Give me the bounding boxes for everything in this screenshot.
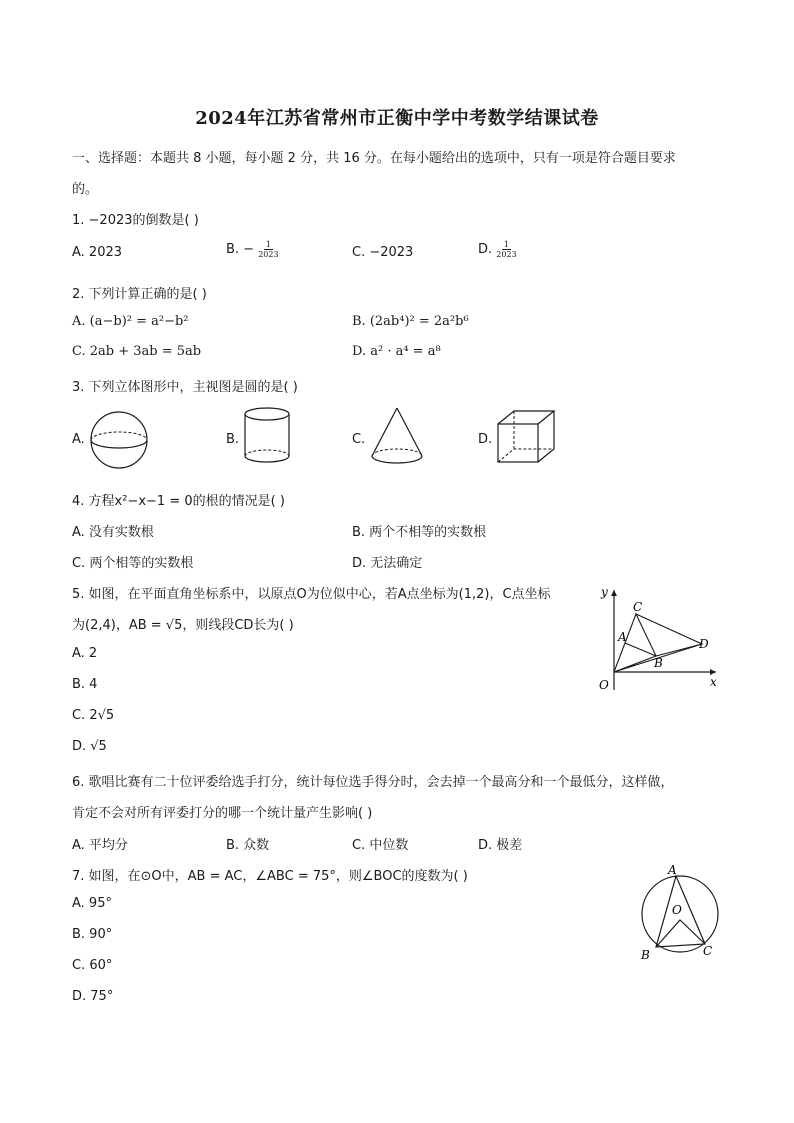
fig5-label-o: O (599, 678, 609, 692)
fig7-label-a: A (668, 863, 677, 877)
q4-option-b: B. 两个不相等的实数根 (352, 525, 487, 540)
q6-option-a: A. 平均分 (72, 838, 128, 853)
q6-option-d: D. 极差 (478, 838, 523, 853)
q2-option-d: D. a² · a⁴ = a⁸ (352, 344, 441, 359)
q5-option-a: A. 2 (72, 646, 98, 661)
section-header-line2: 的。 (72, 182, 99, 197)
q5-stem-line1: 5. 如图，在平面直角坐标系中，以原点O为位似中心，若A点坐标为(1,2)，C点坐标 (72, 587, 551, 602)
q1-option-b-numerator: 1 (265, 240, 271, 249)
q1-option-c: C. −2023 (352, 245, 414, 260)
q3-option-a: A. (72, 432, 85, 447)
cylinder-figure (240, 404, 294, 468)
q3-option-b: B. (226, 432, 240, 447)
q7-circle-figure (632, 862, 728, 964)
sphere-figure (86, 408, 152, 472)
q1-option-d-prefix: D. (478, 242, 493, 257)
q7-option-d: D. 75° (72, 989, 114, 1004)
q1-stem: 1. −2023的倒数是( ) (72, 213, 199, 228)
fig5-label-x: x (710, 675, 717, 689)
q5-option-d: D. √5 (72, 739, 107, 754)
q7-option-a: A. 95° (72, 896, 112, 911)
q3-stem: 3. 下列立体图形中，主视图是圆的是( ) (72, 380, 298, 395)
segment-a-b (614, 643, 656, 672)
q7-option-c: C. 60° (72, 958, 113, 973)
q2-stem: 2. 下列计算正确的是( ) (72, 287, 207, 302)
q3-option-c: C. (352, 432, 366, 447)
fig7-label-b: B (641, 948, 650, 962)
q1-option-b (226, 240, 279, 259)
page-title: 2024年江苏省常州市正衡中学中考数学结课试卷 (195, 108, 599, 129)
q2-option-a: A. (a−b)² = a²−b² (72, 314, 189, 329)
q1-option-d-denominator: 2023 (496, 250, 517, 259)
q1-option-d-fraction (496, 240, 516, 259)
q6-option-c: C. 中位数 (352, 838, 409, 853)
q1-option-b-fraction (258, 240, 278, 259)
angle-boc (656, 920, 705, 947)
q1-option-b-denominator: 2023 (258, 250, 279, 259)
q5-option-b: B. 4 (72, 677, 98, 692)
q1-option-b-prefix: B. − (226, 242, 255, 257)
q6-option-b: B. 众数 (226, 838, 270, 853)
y-axis-arrow-icon (611, 590, 617, 596)
q6-stem-line2: 肯定不会对所有评委打分的哪一个统计量产生影响( ) (72, 806, 373, 821)
q5-coordinate-figure (590, 578, 726, 694)
q7-option-b: B. 90° (72, 927, 113, 942)
q1-option-d (478, 240, 517, 259)
triangle-cdb (636, 614, 702, 656)
fig5-label-a: A (618, 630, 627, 644)
section-header-line1: 一、选择题：本题共 8 小题，每小题 2 分，共 16 分。在每小题给出的选项中，只有一项是符合题目要求 (72, 151, 676, 166)
fig5-label-d: D (699, 637, 709, 651)
fig7-label-c: C (703, 944, 713, 958)
q2-option-c: C. 2ab + 3ab = 5ab (72, 344, 202, 359)
q3-option-d: D. (478, 432, 493, 447)
q1-option-d-numerator: 1 (503, 240, 510, 249)
fig5-label-c: C (633, 600, 643, 614)
q5-stem-line2: 为(2,4)，AB = √5，则线段CD长为( ) (72, 618, 294, 633)
q2-option-b: B. (2ab⁴)² = 2a²b⁶ (352, 314, 469, 329)
q4-option-d: D. 无法确定 (352, 556, 423, 571)
cube-figure (494, 408, 558, 466)
q5-option-c: C. 2√5 (72, 708, 115, 723)
q4-option-a: A. 没有实数根 (72, 525, 154, 540)
fig7-label-o: O (672, 903, 682, 917)
q7-stem: 7. 如图，在⊙O中，AB = AC，∠ABC = 75°，则∠BOC的度数为( ) (72, 869, 468, 884)
q6-stem-line1: 6. 歌唱比赛有二十位评委给选手打分，统计每位选手得分时，会去掉一个最高分和一个最低分，这样做， (72, 775, 674, 790)
q4-stem: 4. 方程x²−x−1 = 0的根的情况是( ) (72, 494, 285, 509)
cone-figure (366, 404, 428, 468)
fig5-label-y: y (601, 585, 608, 599)
q4-option-c: C. 两个相等的实数根 (72, 556, 194, 571)
q1-option-a: A. 2023 (72, 245, 123, 260)
fig5-label-b: B (654, 656, 663, 670)
